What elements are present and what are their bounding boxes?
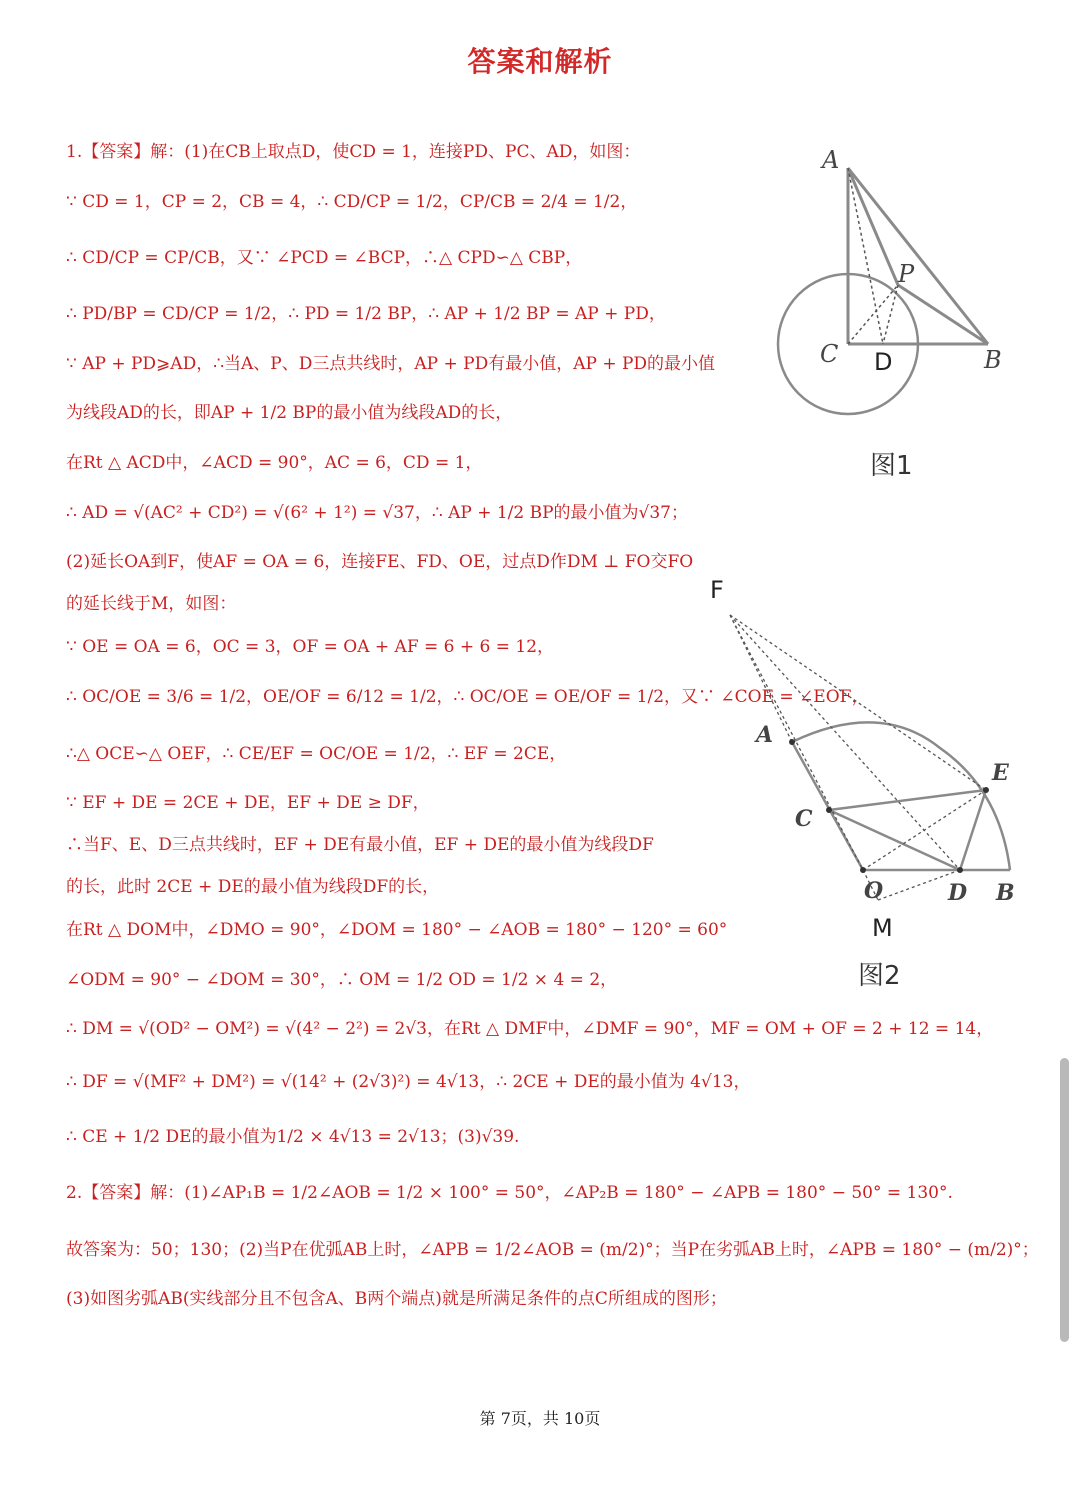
text-line: (3)如图劣弧AB(实线部分且不包含A、B两个端点)就是所满足条件的点C所组成的图形； bbox=[66, 1289, 727, 1309]
text-line: ∴ PD/BP = CD/CP = 1/2，∴ PD = 1/2 BP，∴ AP + 1/2 BP = AP + PD， bbox=[66, 304, 666, 324]
fig2-label-a: A bbox=[756, 722, 774, 748]
fig1-label-d: D bbox=[874, 348, 893, 376]
text-line: ∵ OE = OA = 6，OC = 3，OF = OA + AF = 6 + 6 = 12， bbox=[66, 637, 555, 657]
text-line: 的延长线于M，如图： bbox=[66, 594, 237, 614]
text-line: 2.【答案】解：(1)∠AP₁B = 1/2∠AOB = 1/2 × 100° = 50°，∠AP₂B = 180° − ∠APB = 180° − 50° = 130°. bbox=[66, 1183, 953, 1203]
figure-1-caption: 图1 bbox=[870, 451, 913, 481]
page-footer: 第 7页，共 10页 bbox=[479, 1409, 601, 1428]
text-line: ∵ EF + DE = 2CE + DE，EF + DE ≥ DF， bbox=[66, 793, 430, 813]
text-line: 的长，此时 2CE + DE的最小值为线段DF的长， bbox=[66, 877, 440, 897]
fig2-label-e: E bbox=[992, 760, 1009, 786]
text-line: 故答案为：50；130；(2)当P在优弧AB上时，∠APB = 1/2∠AOB = (m/2)°；当P在劣弧AB上时，∠APB = 180° − (m/2)°； bbox=[66, 1240, 1039, 1260]
text-line: 在Rt △ ACD中，∠ACD = 90°，AC = 6，CD = 1， bbox=[66, 453, 483, 473]
scrollbar-thumb[interactable] bbox=[1060, 1058, 1069, 1342]
fig1-label-c: C bbox=[820, 340, 839, 368]
text-line: 在Rt △ DOM中，∠DMO = 90°，∠DOM = 180° − ∠AOB = 180° − 120° = 60° bbox=[66, 920, 728, 940]
fig1-label-b: B bbox=[984, 346, 1002, 374]
fig2-label-f: F bbox=[710, 576, 724, 604]
text-line: ∴ DF = √(MF² + DM²) = √(14² + (2√3)²) = 4√13，∴ 2CE + DE的最小值为 4√13， bbox=[66, 1072, 751, 1092]
text-line: ∵ AP + PD⩾AD，∴当A、P、D三点共线时，AP + PD有最小值，AP + PD的最小值 bbox=[66, 354, 716, 374]
text-line: ∴ CD/CP = CP/CB，又∵ ∠PCD = ∠BCP，∴△ CPD∽△ CBP， bbox=[66, 248, 583, 268]
text-line: ∵ CD = 1，CP = 2，CB = 4，∴ CD/CP = 1/2，CP/CB = 2/4 = 1/2， bbox=[66, 192, 638, 212]
text-line: 1.【答案】解：(1)在CB上取点D，使CD = 1，连接PD、PC、AD，如图： bbox=[66, 142, 641, 162]
fig1-label-p: P bbox=[898, 260, 915, 288]
fig2-label-c: C bbox=[795, 806, 813, 832]
text-line: ∴ CE + 1/2 DE的最小值为1/2 × 4√13 = 2√13；(3)√39. bbox=[66, 1127, 520, 1147]
text-line: ∴△ OCE∽△ OEF，∴ CE/EF = OC/OE = 1/2，∴ EF = 2CE， bbox=[66, 744, 567, 764]
text-line: 为线段AD的长，即AP + 1/2 BP的最小值为线段AD的长， bbox=[66, 403, 513, 423]
page-title: 答案和解析 bbox=[467, 45, 613, 78]
fig1-label-a: A bbox=[822, 146, 840, 174]
figure-1-diagram bbox=[760, 140, 1020, 440]
fig2-label-o: O bbox=[864, 878, 884, 904]
text-line: ∴ OC/OE = 3/6 = 1/2，OE/OF = 6/12 = 1/2，∴ OC/OE = OE/OF = 1/2，又∵ ∠COE = ∠EOF， bbox=[66, 687, 869, 707]
text-line: ∠ODM = 90° − ∠DOM = 30°，∴ OM = 1/2 OD = 1/2 × 4 = 2， bbox=[66, 970, 618, 990]
text-line: ∴当F、E、D三点共线时，EF + DE有最小值，EF + DE的最小值为线段DF bbox=[66, 835, 654, 855]
fig2-label-b: B bbox=[996, 880, 1015, 906]
fig2-label-m: M bbox=[872, 914, 893, 942]
figure-2-caption: 图2 bbox=[858, 961, 901, 991]
figure-2-diagram bbox=[700, 570, 1040, 950]
text-line: ∴ DM = √(OD² − OM²) = √(4² − 2²) = 2√3，在Rt △ DMF中，∠DMF = 90°，MF = OM + OF = 2 + 12 = 14， bbox=[66, 1019, 994, 1039]
fig2-label-d: D bbox=[948, 880, 968, 906]
text-line: (2)延长OA到F，使AF = OA = 6，连接FE、FD、OE，过点D作DM ⊥ FO交FO bbox=[66, 552, 694, 572]
text-line: ∴ AD = √(AC² + CD²) = √(6² + 1²) = √37，∴ AP + 1/2 BP的最小值为√37； bbox=[66, 503, 689, 523]
